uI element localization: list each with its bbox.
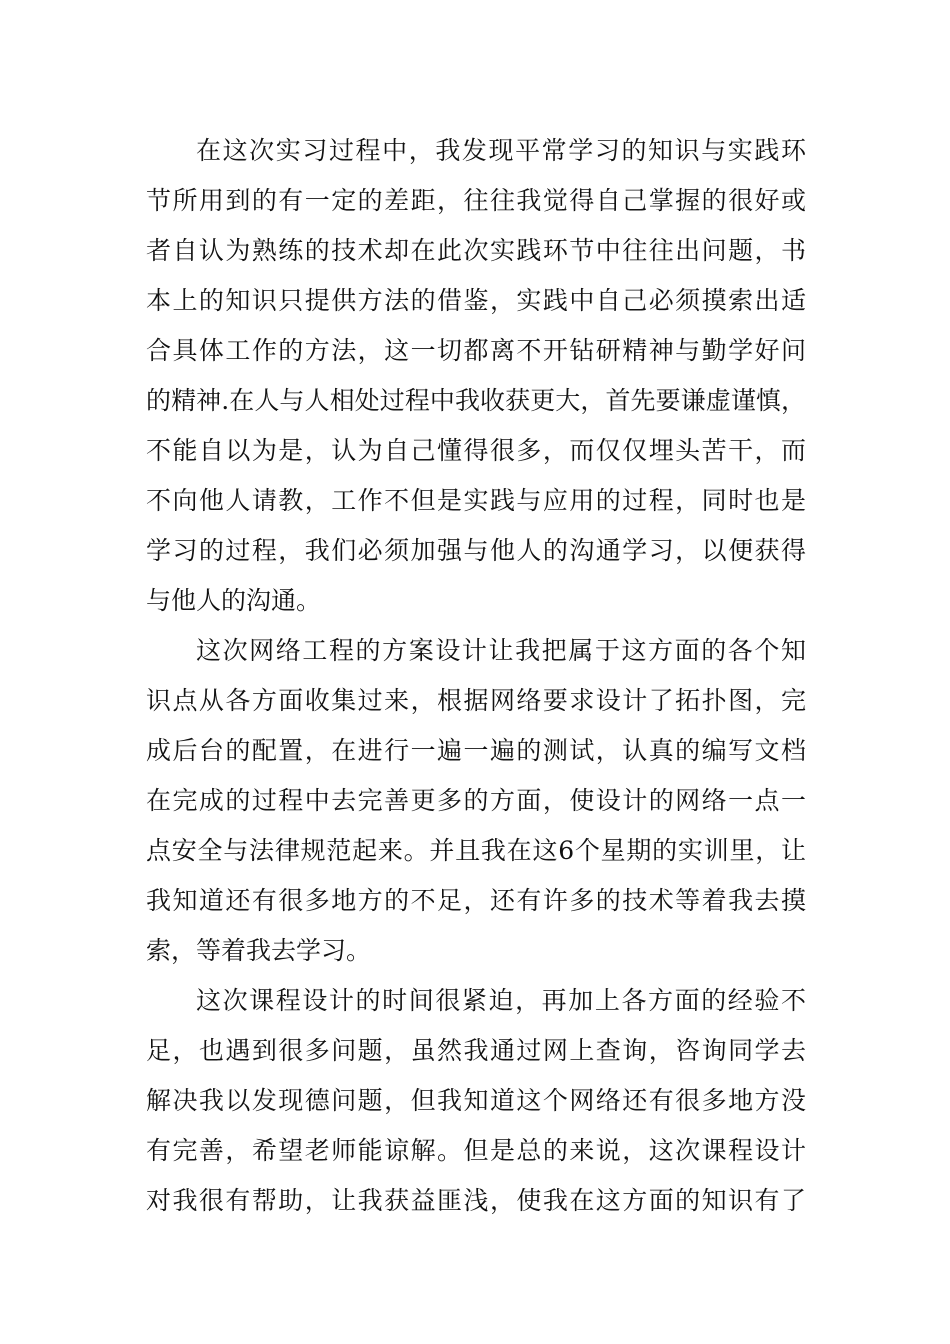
paragraph-3-line-4: 有完善，希望老师能谅解。但是总的来说，这次课程设计 bbox=[146, 1136, 806, 1165]
paragraph-2-line-2: 识点从各方面收集过来，根据网络要求设计了拓扑图，完 bbox=[146, 686, 806, 715]
paragraph-1-line-9: 学习的过程，我们必须加强与他人的沟通学习，以便获得 bbox=[146, 536, 806, 565]
paragraph-1-line-6: 的精神.在人与人相处过程中我收获更大，首先要谦虚谨慎， bbox=[146, 386, 806, 415]
paragraph-2-line-1: 这次网络工程的方案设计让我把属于这方面的各个知 bbox=[196, 636, 806, 665]
paragraph-3-line-2: 足，也遇到很多问题，虽然我通过网上查询，咨询同学去 bbox=[146, 1036, 806, 1065]
paragraph-1-line-8: 不向他人请教，工作不但是实践与应用的过程，同时也是 bbox=[146, 486, 806, 515]
paragraph-1-line-7: 不能自以为是，认为自己懂得很多，而仅仅埋头苦干，而 bbox=[146, 436, 806, 465]
document-body bbox=[146, 126, 806, 1226]
paragraph-3-line-1: 这次课程设计的时间很紧迫，再加上各方面的经验不 bbox=[196, 986, 806, 1015]
paragraph-3-line-5: 对我很有帮助，让我获益匪浅，使我在这方面的知识有了 bbox=[146, 1186, 806, 1215]
paragraph-2-line-4: 在完成的过程中去完善更多的方面，使设计的网络一点一 bbox=[146, 786, 806, 815]
paragraph-3-line-3: 解决我以发现德问题，但我知道这个网络还有很多地方没 bbox=[146, 1086, 806, 1115]
paragraph-2-line-3: 成后台的配置，在进行一遍一遍的测试，认真的编写文档 bbox=[146, 736, 806, 765]
paragraph-2-line-5: 点安全与法律规范起来。并且我在这6个星期的实训里，让 bbox=[146, 836, 806, 865]
paragraph-1-line-4: 本上的知识只提供方法的借鉴，实践中自己必须摸索出适 bbox=[146, 286, 806, 315]
paragraph-1-line-10: 与他人的沟通。 bbox=[146, 586, 322, 615]
paragraph-1-line-5: 合具体工作的方法，这一切都离不开钻研精神与勤学好问 bbox=[146, 336, 806, 365]
paragraph-1-line-3: 者自认为熟练的技术却在此次实践环节中往往出问题，书 bbox=[146, 236, 806, 265]
paragraph-1-line-1: 在这次实习过程中，我发现平常学习的知识与实践环 bbox=[196, 136, 806, 165]
paragraph-1-line-2: 节所用到的有一定的差距，往往我觉得自己掌握的很好或 bbox=[146, 186, 806, 215]
paragraph-2-line-6: 我知道还有很多地方的不足，还有许多的技术等着我去摸 bbox=[146, 886, 806, 915]
paragraph-2-line-7: 索，等着我去学习。 bbox=[146, 936, 372, 965]
